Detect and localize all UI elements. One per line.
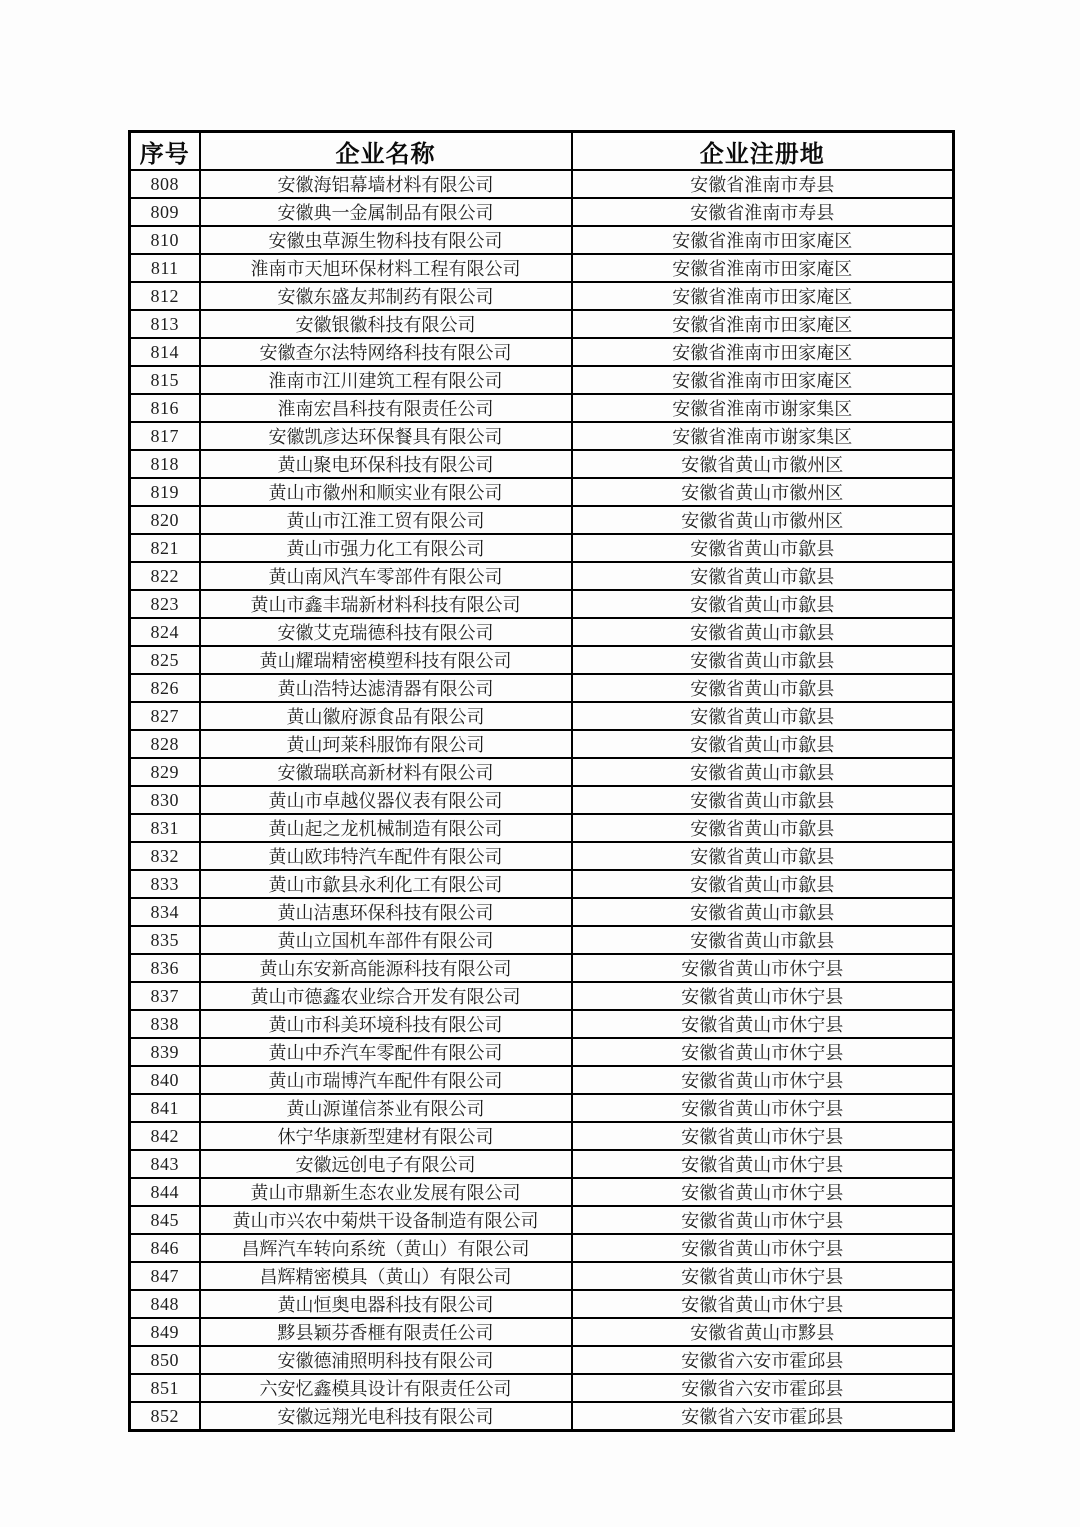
company-name-cell: 安徽德浦照明科技有限公司 <box>200 1346 572 1374</box>
table-body <box>130 170 954 1431</box>
company-name-cell: 黄山中乔汽车零配件有限公司 <box>200 1038 572 1066</box>
company-name-cell: 淮南宏昌科技有限责任公司 <box>200 394 572 422</box>
serial-number-cell: 813 <box>130 310 200 338</box>
company-name-cell: 安徽典一金属制品有限公司 <box>200 198 572 226</box>
serial-number-cell: 823 <box>130 590 200 618</box>
company-name-cell: 黄山市歙县永利化工有限公司 <box>200 870 572 898</box>
serial-number-cell: 841 <box>130 1094 200 1122</box>
table-row <box>130 282 954 310</box>
registration-place-cell: 安徽省淮南市田家庵区 <box>572 254 954 282</box>
company-name-cell: 昌辉精密模具（黄山）有限公司 <box>200 1262 572 1290</box>
serial-number-cell: 837 <box>130 982 200 1010</box>
registration-place-cell: 安徽省黄山市歙县 <box>572 926 954 954</box>
table-row <box>130 1290 954 1318</box>
table-row <box>130 226 954 254</box>
table-row <box>130 590 954 618</box>
table-row <box>130 170 954 198</box>
registration-place-cell: 安徽省淮南市田家庵区 <box>572 226 954 254</box>
table-row <box>130 1262 954 1290</box>
company-name-cell: 昌辉汽车转向系统（黄山）有限公司 <box>200 1234 572 1262</box>
company-name-cell: 安徽海铝幕墙材料有限公司 <box>200 170 572 198</box>
table-row <box>130 1066 954 1094</box>
serial-number-cell: 848 <box>130 1290 200 1318</box>
company-name-cell: 安徽东盛友邦制药有限公司 <box>200 282 572 310</box>
registration-place-cell: 安徽省黄山市歙县 <box>572 786 954 814</box>
table-row <box>130 1122 954 1150</box>
company-name-cell: 安徽艾克瑞德科技有限公司 <box>200 618 572 646</box>
serial-number-cell: 819 <box>130 478 200 506</box>
serial-number-cell: 836 <box>130 954 200 982</box>
company-name-cell: 黟县颖芬香榧有限责任公司 <box>200 1318 572 1346</box>
table-row <box>130 422 954 450</box>
serial-number-cell: 829 <box>130 758 200 786</box>
table-row <box>130 310 954 338</box>
registration-place-cell: 安徽省黄山市休宁县 <box>572 1206 954 1234</box>
column-header-company-name: 企业名称 <box>200 132 572 171</box>
registration-place-cell: 安徽省六安市霍邱县 <box>572 1402 954 1431</box>
table-row <box>130 618 954 646</box>
table-row <box>130 1010 954 1038</box>
company-name-cell: 黄山珂莱科服饰有限公司 <box>200 730 572 758</box>
table-row <box>130 954 954 982</box>
serial-number-cell: 817 <box>130 422 200 450</box>
registration-place-cell: 安徽省黄山市歙县 <box>572 758 954 786</box>
company-name-cell: 安徽瑞联高新材料有限公司 <box>200 758 572 786</box>
table-row <box>130 450 954 478</box>
table-row <box>130 702 954 730</box>
registration-place-cell: 安徽省淮南市谢家集区 <box>572 394 954 422</box>
serial-number-cell: 815 <box>130 366 200 394</box>
company-name-cell: 黄山市强力化工有限公司 <box>200 534 572 562</box>
registration-place-cell: 安徽省黄山市歙县 <box>572 534 954 562</box>
serial-number-cell: 851 <box>130 1374 200 1402</box>
company-name-cell: 安徽凯彦达环保餐具有限公司 <box>200 422 572 450</box>
table-header-row <box>130 132 954 171</box>
serial-number-cell: 818 <box>130 450 200 478</box>
company-name-cell: 黄山浩特达滤清器有限公司 <box>200 674 572 702</box>
company-name-cell: 黄山市鼎新生态农业发展有限公司 <box>200 1178 572 1206</box>
serial-number-cell: 838 <box>130 1010 200 1038</box>
serial-number-cell: 843 <box>130 1150 200 1178</box>
serial-number-cell: 834 <box>130 898 200 926</box>
registration-place-cell: 安徽省黄山市歙县 <box>572 814 954 842</box>
registration-place-cell: 安徽省黄山市歙县 <box>572 674 954 702</box>
serial-number-cell: 814 <box>130 338 200 366</box>
table-row <box>130 758 954 786</box>
company-name-cell: 黄山市瑞博汽车配件有限公司 <box>200 1066 572 1094</box>
company-name-cell: 黄山东安新高能源科技有限公司 <box>200 954 572 982</box>
registration-place-cell: 安徽省黄山市徽州区 <box>572 506 954 534</box>
table-row <box>130 898 954 926</box>
serial-number-cell: 840 <box>130 1066 200 1094</box>
table-row <box>130 730 954 758</box>
serial-number-cell: 826 <box>130 674 200 702</box>
company-name-cell: 黄山市德鑫农业综合开发有限公司 <box>200 982 572 1010</box>
company-name-cell: 黄山市江淮工贸有限公司 <box>200 506 572 534</box>
serial-number-cell: 844 <box>130 1178 200 1206</box>
table-row <box>130 1150 954 1178</box>
company-name-cell: 黄山市徽州和顺实业有限公司 <box>200 478 572 506</box>
registration-place-cell: 安徽省黄山市歙县 <box>572 898 954 926</box>
serial-number-cell: 842 <box>130 1122 200 1150</box>
serial-number-cell: 827 <box>130 702 200 730</box>
table-row <box>130 534 954 562</box>
serial-number-cell: 828 <box>130 730 200 758</box>
company-name-cell: 黄山洁惠环保科技有限公司 <box>200 898 572 926</box>
registration-place-cell: 安徽省黄山市休宁县 <box>572 1122 954 1150</box>
serial-number-cell: 822 <box>130 562 200 590</box>
registration-place-cell: 安徽省黄山市休宁县 <box>572 1150 954 1178</box>
company-name-cell: 安徽虫草源生物科技有限公司 <box>200 226 572 254</box>
registration-place-cell: 安徽省黄山市黟县 <box>572 1318 954 1346</box>
column-header-serial-number: 序号 <box>130 132 200 171</box>
registration-place-cell: 安徽省黄山市徽州区 <box>572 450 954 478</box>
registration-place-cell: 安徽省黄山市休宁县 <box>572 1234 954 1262</box>
company-name-cell: 黄山徽府源食品有限公司 <box>200 702 572 730</box>
serial-number-cell: 852 <box>130 1402 200 1431</box>
serial-number-cell: 850 <box>130 1346 200 1374</box>
company-name-cell: 淮南市江川建筑工程有限公司 <box>200 366 572 394</box>
company-name-cell: 黄山恒奥电器科技有限公司 <box>200 1290 572 1318</box>
registration-place-cell: 安徽省黄山市歙县 <box>572 618 954 646</box>
serial-number-cell: 809 <box>130 198 200 226</box>
registration-place-cell: 安徽省淮南市田家庵区 <box>572 366 954 394</box>
company-name-cell: 黄山南风汽车零部件有限公司 <box>200 562 572 590</box>
company-name-cell: 黄山欧玮特汽车配件有限公司 <box>200 842 572 870</box>
company-name-cell: 淮南市天旭环保材料工程有限公司 <box>200 254 572 282</box>
serial-number-cell: 846 <box>130 1234 200 1262</box>
company-name-cell: 安徽银徽科技有限公司 <box>200 310 572 338</box>
serial-number-cell: 810 <box>130 226 200 254</box>
serial-number-cell: 825 <box>130 646 200 674</box>
company-name-cell: 黄山立国机车部件有限公司 <box>200 926 572 954</box>
table-row <box>130 786 954 814</box>
registration-place-cell: 安徽省淮南市田家庵区 <box>572 282 954 310</box>
table-row <box>130 842 954 870</box>
table-row <box>130 1094 954 1122</box>
company-name-cell: 安徽远创电子有限公司 <box>200 1150 572 1178</box>
table-row <box>130 338 954 366</box>
table-row <box>130 1374 954 1402</box>
table-row <box>130 562 954 590</box>
registration-place-cell: 安徽省黄山市歙县 <box>572 870 954 898</box>
registration-place-cell: 安徽省黄山市休宁县 <box>572 954 954 982</box>
registration-place-cell: 安徽省淮南市田家庵区 <box>572 338 954 366</box>
registration-place-cell: 安徽省黄山市休宁县 <box>572 982 954 1010</box>
registration-place-cell: 安徽省黄山市歙县 <box>572 646 954 674</box>
registration-place-cell: 安徽省黄山市歙县 <box>572 842 954 870</box>
table-row <box>130 982 954 1010</box>
registration-place-cell: 安徽省黄山市休宁县 <box>572 1290 954 1318</box>
table-row <box>130 1206 954 1234</box>
serial-number-cell: 831 <box>130 814 200 842</box>
table-row <box>130 198 954 226</box>
serial-number-cell: 833 <box>130 870 200 898</box>
company-registration-table <box>128 130 955 1432</box>
registration-place-cell: 安徽省黄山市休宁县 <box>572 1094 954 1122</box>
table-row <box>130 1402 954 1431</box>
table-row <box>130 1178 954 1206</box>
table-row <box>130 506 954 534</box>
company-name-cell: 安徽远翔光电科技有限公司 <box>200 1402 572 1431</box>
company-name-cell: 黄山市卓越仪器仪表有限公司 <box>200 786 572 814</box>
serial-number-cell: 830 <box>130 786 200 814</box>
table-row <box>130 1318 954 1346</box>
serial-number-cell: 816 <box>130 394 200 422</box>
registration-place-cell: 安徽省黄山市休宁县 <box>572 1066 954 1094</box>
serial-number-cell: 847 <box>130 1262 200 1290</box>
serial-number-cell: 812 <box>130 282 200 310</box>
serial-number-cell: 808 <box>130 170 200 198</box>
company-name-cell: 黄山耀瑞精密模塑科技有限公司 <box>200 646 572 674</box>
registration-place-cell: 安徽省六安市霍邱县 <box>572 1346 954 1374</box>
registration-place-cell: 安徽省淮南市寿县 <box>572 198 954 226</box>
serial-number-cell: 849 <box>130 1318 200 1346</box>
table-row <box>130 1346 954 1374</box>
table-row <box>130 870 954 898</box>
serial-number-cell: 824 <box>130 618 200 646</box>
registration-place-cell: 安徽省淮南市寿县 <box>572 170 954 198</box>
registration-place-cell: 安徽省黄山市歙县 <box>572 562 954 590</box>
serial-number-cell: 845 <box>130 1206 200 1234</box>
company-name-cell: 黄山聚电环保科技有限公司 <box>200 450 572 478</box>
registration-place-cell: 安徽省黄山市休宁县 <box>572 1262 954 1290</box>
table-row <box>130 394 954 422</box>
serial-number-cell: 832 <box>130 842 200 870</box>
company-name-cell: 六安忆鑫模具设计有限责任公司 <box>200 1374 572 1402</box>
column-header-registration-place: 企业注册地 <box>572 132 954 171</box>
table-row <box>130 926 954 954</box>
registration-place-cell: 安徽省黄山市歙县 <box>572 730 954 758</box>
company-name-cell: 黄山市科美环境科技有限公司 <box>200 1010 572 1038</box>
table-row <box>130 674 954 702</box>
registration-place-cell: 安徽省淮南市谢家集区 <box>572 422 954 450</box>
serial-number-cell: 821 <box>130 534 200 562</box>
registration-place-cell: 安徽省六安市霍邱县 <box>572 1374 954 1402</box>
company-name-cell: 休宁华康新型建材有限公司 <box>200 1122 572 1150</box>
registration-place-cell: 安徽省黄山市歙县 <box>572 702 954 730</box>
registration-place-cell: 安徽省黄山市徽州区 <box>572 478 954 506</box>
registration-place-cell: 安徽省黄山市休宁县 <box>572 1010 954 1038</box>
table-row <box>130 254 954 282</box>
table-row <box>130 366 954 394</box>
serial-number-cell: 835 <box>130 926 200 954</box>
registration-place-cell: 安徽省黄山市歙县 <box>572 590 954 618</box>
company-name-cell: 黄山市鑫丰瑞新材料科技有限公司 <box>200 590 572 618</box>
company-name-cell: 黄山源谨信茶业有限公司 <box>200 1094 572 1122</box>
serial-number-cell: 839 <box>130 1038 200 1066</box>
registration-place-cell: 安徽省黄山市休宁县 <box>572 1178 954 1206</box>
company-name-cell: 黄山市兴农中菊烘干设备制造有限公司 <box>200 1206 572 1234</box>
serial-number-cell: 811 <box>130 254 200 282</box>
table-row <box>130 1234 954 1262</box>
registration-place-cell: 安徽省黄山市休宁县 <box>572 1038 954 1066</box>
serial-number-cell: 820 <box>130 506 200 534</box>
table-row <box>130 646 954 674</box>
table-row <box>130 814 954 842</box>
table-row <box>130 478 954 506</box>
company-name-cell: 黄山起之龙机械制造有限公司 <box>200 814 572 842</box>
table-row <box>130 1038 954 1066</box>
registration-place-cell: 安徽省淮南市田家庵区 <box>572 310 954 338</box>
company-name-cell: 安徽查尔法特网络科技有限公司 <box>200 338 572 366</box>
